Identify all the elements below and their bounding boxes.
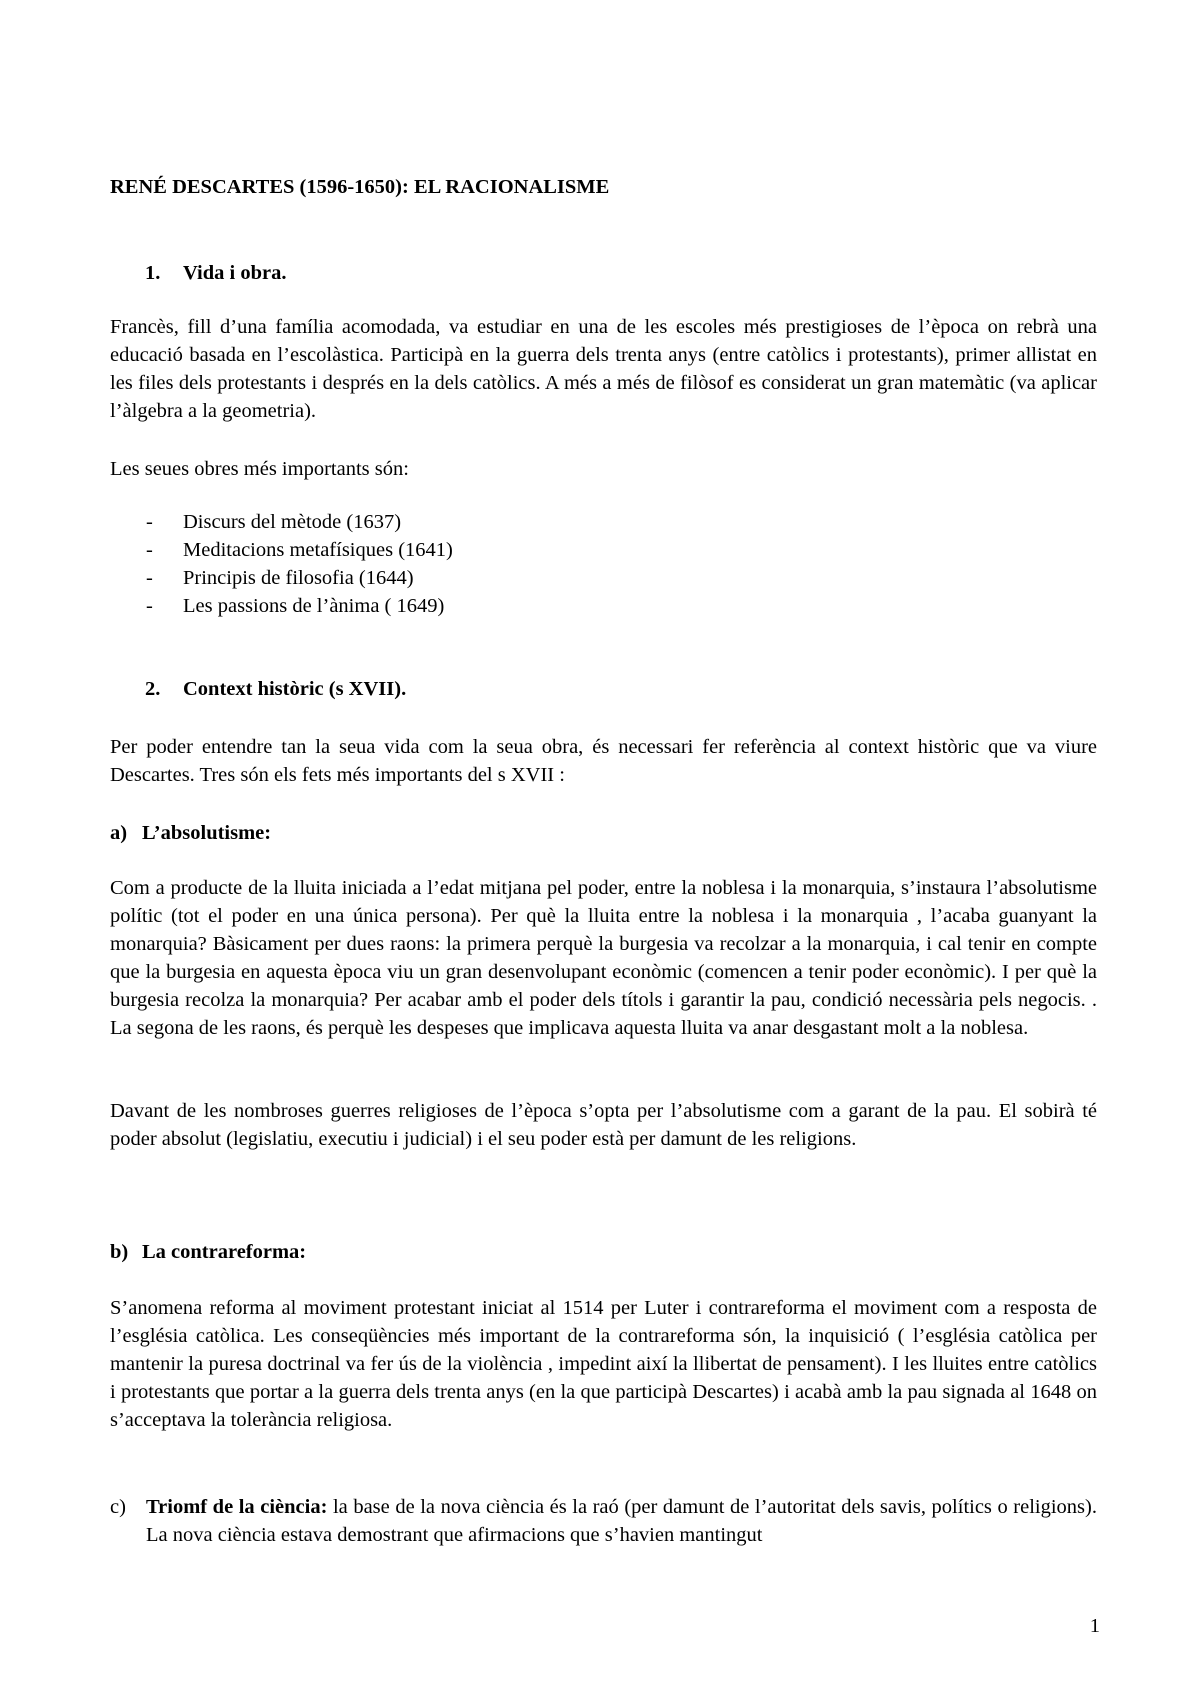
- list-item: [110, 508, 1097, 536]
- paragraph-text: la base de la nova ciència és la raó (per damunt de l’autoritat dels savis, polítics o religions). La nova ciència estava demostrant que afirmacions que s’havien mantingut: [146, 1496, 1097, 1546]
- document-title: RENÉ DESCARTES (1596-1650): EL RACIONALISME: [110, 176, 610, 198]
- section-heading-vida-i-obra: [145, 259, 1132, 287]
- subheading-contrareforma: [110, 1238, 1097, 1266]
- list-item: [110, 564, 1097, 592]
- work-title: Les passions de l’ànima ( 1649): [183, 595, 445, 617]
- paragraph-contrareforma: S’anomena reforma al moviment protestant iniciat al 1514 per Luter i contrareforma el moviment com a resposta de l’església catòlica. Les conseqüències més important de la contrareforma són, la inquisició ( l’església catòlica per mantenir la puresa doctrinal va fer ús de la violència , impedint així la llibertat de pensament). I les lluites entre catòlics i protestants que portar a la guerra dels trenta anys (en la que participà Descartes) i acabà amb la pau signada al 1648 on s’acceptava la tolerància religiosa.: [110, 1297, 1097, 1431]
- paragraph-context-intro: Per poder entendre tan la seua vida com la seua obra, és necessari fer referència al context històric que va viure Descartes. Tres són els fets més importants del s XVII :: [110, 736, 1097, 786]
- paragraph-absolutisme-2: Davant de les nombroses guerres religioses de l’època s’opta per l’absolutisme com a garant de la pau. El sobirà té poder absolut (legislatiu, executiu i judicial) i el seu poder està per damunt de les religions.: [110, 1100, 1097, 1150]
- page-number: 1: [1089, 1615, 1100, 1637]
- paragraph-triomf-ciencia: [110, 1493, 1097, 1549]
- subheading-text: La contrareforma:: [142, 1241, 307, 1263]
- section-heading-context-historic: [145, 675, 1132, 703]
- section-heading-text: Vida i obra.: [183, 262, 287, 284]
- paragraph-works-intro: Les seues obres més importants són:: [110, 458, 409, 480]
- list-dash: -: [146, 539, 153, 561]
- works-list: [110, 508, 1097, 620]
- section-number: 2.: [145, 678, 161, 700]
- section-number: 1.: [145, 262, 161, 284]
- list-item: [110, 592, 1097, 620]
- work-title: Discurs del mètode (1637): [183, 511, 402, 533]
- paragraph-biography: Francès, fill d’una família acomodada, va estudiar en una de les escoles més prestigioses de l’època on rebrà una educació basada en l’escolàstica. Participà en la guerra dels trenta anys (entre catòlics i protestants), primer allistat en les files dels protestants i després en la dels catòlics. A més a més de filòsof es considerat un gran matemàtic (va aplicar l’àlgebra a la geometria).: [110, 316, 1097, 422]
- subheading-letter: a): [110, 822, 128, 844]
- list-item: [110, 536, 1097, 564]
- list-dash: -: [146, 567, 153, 589]
- subheading-letter: b): [110, 1241, 129, 1263]
- list-letter: c): [110, 1496, 126, 1518]
- paragraph-absolutisme: Com a producte de la lluita iniciada a l’edat mitjana pel poder, entre la noblesa i la monarquia, s’instaura l’absolutisme polític (tot el poder en una única persona). Per què la lluita entre la noblesa i la monarquia , l’acaba guanyant la monarquia? Bàsicament per dues raons: la primera perquè la burgesia va recolzar a la monarquia, i cal tenir en compte que la burgesia en aquesta època viu un gran desenvolupant econòmic (comencen a tenir poder econòmic). I per què la burgesia recolza la monarquia? Per acabar amb el poder dels títols i garantir la pau, condició necessària pels negocis. . La segona de les raons, és perquè les despeses que implicava aquesta lluita va anar desgastant molt a la noblesa.: [110, 877, 1097, 1039]
- subheading-absolutisme: [110, 819, 1097, 847]
- work-title: Meditacions metafísiques (1641): [183, 539, 453, 561]
- list-dash: -: [146, 595, 153, 617]
- section-heading-text: Context històric (s XVII).: [183, 678, 407, 700]
- paragraph-lead: Triomf de la ciència:: [146, 1496, 328, 1518]
- list-dash: -: [146, 511, 153, 533]
- paragraph-body: [146, 1493, 1097, 1549]
- work-title: Principis de filosofia (1644): [183, 567, 414, 589]
- subheading-text: L’absolutisme:: [142, 822, 272, 844]
